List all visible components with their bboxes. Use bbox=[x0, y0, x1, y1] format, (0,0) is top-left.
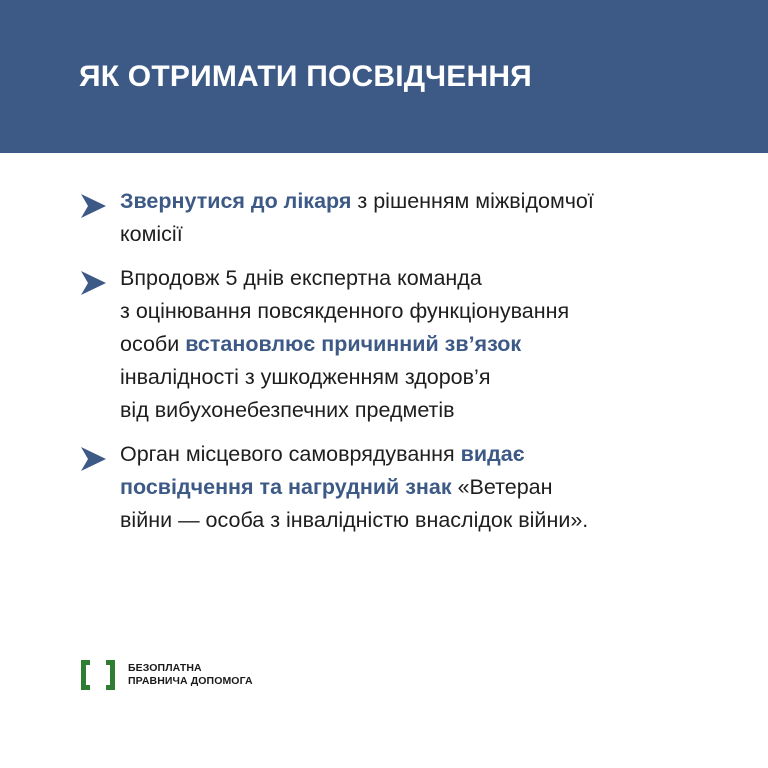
step-text-segment: Орган місцевого самоврядування bbox=[120, 442, 461, 466]
step-text bbox=[120, 442, 588, 532]
arrow-right-icon bbox=[79, 192, 107, 220]
arrow-right-icon bbox=[79, 269, 107, 297]
step-item bbox=[79, 438, 719, 537]
step-text-segment: особи bbox=[120, 332, 186, 356]
step-text-segment: з оцінювання повсякденного функціонування bbox=[120, 299, 570, 323]
step-text-segment: комісії bbox=[120, 222, 183, 246]
highlighted-text: встановлює причинний зв’язок bbox=[185, 332, 522, 356]
step-item bbox=[79, 185, 719, 251]
step-text-segment: Впродовж 5 днів експертна команда bbox=[120, 266, 482, 290]
highlighted-text: посвідчення та нагрудний знак bbox=[120, 475, 452, 499]
step-text-segment: інвалідності з ушкодженням здоров’я bbox=[120, 365, 491, 389]
header-banner bbox=[0, 0, 768, 153]
logo-line-2: ПРАВНИЧА ДОПОМОГА bbox=[128, 675, 253, 687]
step-text-segment: війни — особа з інвалідністю внаслідок війни». bbox=[120, 508, 589, 532]
arrow-right-icon bbox=[79, 445, 107, 473]
page-title: ЯК ОТРИМАТИ ПОСВІДЧЕННЯ bbox=[79, 60, 532, 93]
logo-text bbox=[128, 662, 253, 688]
steps-list bbox=[79, 185, 719, 537]
step-item bbox=[79, 262, 719, 427]
step-text bbox=[120, 266, 569, 422]
step-text-segment: з рішенням міжвідомчої bbox=[351, 189, 594, 213]
highlighted-text: видає bbox=[460, 442, 525, 466]
highlighted-text: Звернутися до лікаря bbox=[120, 189, 352, 213]
step-text-segment: «Ветеран bbox=[451, 475, 553, 499]
bracket-logo-icon bbox=[79, 658, 117, 692]
step-text-segment: від вибухонебезпечних предметів bbox=[120, 398, 455, 422]
step-text bbox=[120, 189, 594, 246]
logo-line-1: БЕЗОПЛАТНА bbox=[128, 662, 202, 674]
